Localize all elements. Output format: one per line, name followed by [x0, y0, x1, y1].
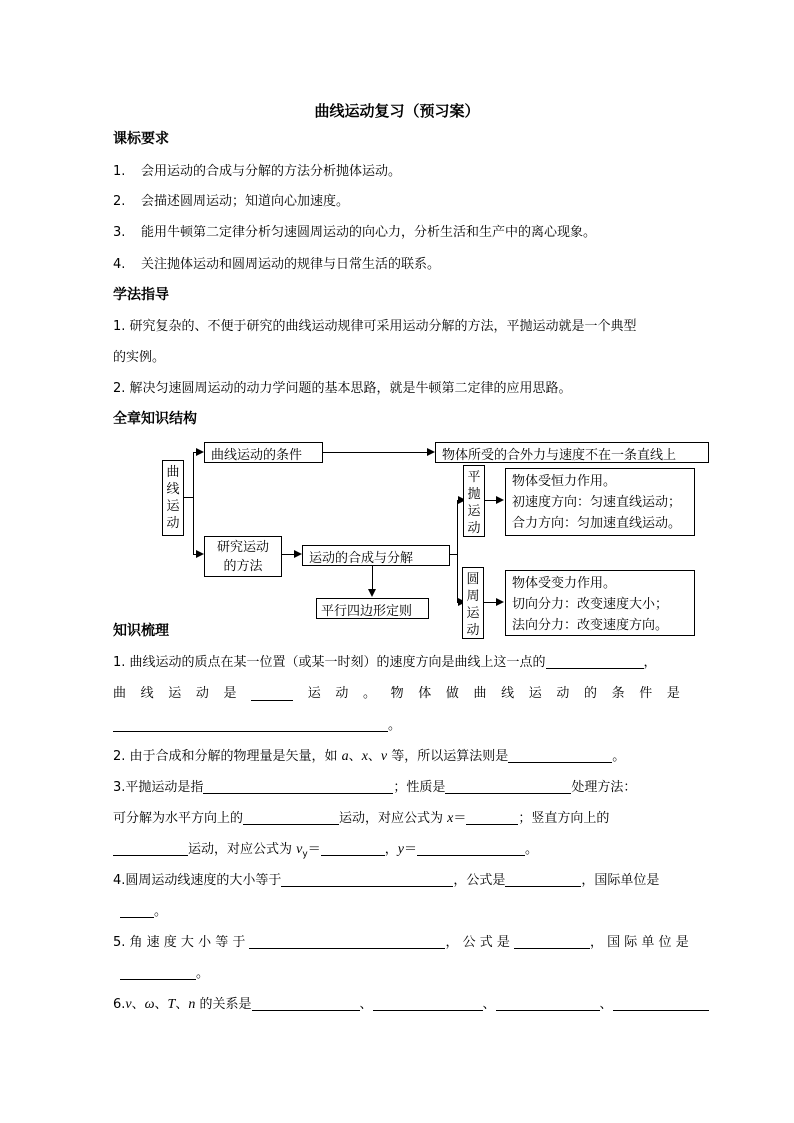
question-5-line1: 5. 角 速 度 大 小 等 于 ， 公 式 是 ， 国 际 单 位 是: [113, 935, 689, 950]
question-3-line2: 可分解为水平方向上的 运动，对应公式为 x＝ ；竖直方向上的: [113, 811, 610, 826]
question-5-line2: 。: [120, 962, 209, 981]
answer-blank[interactable]: [252, 996, 360, 1011]
answer-blank[interactable]: [546, 654, 644, 669]
answer-blank[interactable]: [514, 934, 590, 949]
requirement-item: 4. 关注抛体运动和圆周运动的规律与日常生活的联系。: [113, 257, 441, 272]
diagram-arrow: [196, 550, 204, 558]
review-heading: 知识梳理: [113, 623, 169, 639]
diagram-node-circular-desc: 物体受变力作用。 切向分力：改变速度大小； 法向分力：改变速度方向。: [505, 570, 695, 636]
answer-blank[interactable]: [113, 841, 188, 856]
answer-blank[interactable]: [466, 810, 518, 825]
structure-heading: 全章知识结构: [113, 411, 197, 427]
question-3-line1: 3.平抛运动是指 ；性质是 处理方法：: [113, 780, 637, 795]
answer-blank[interactable]: [613, 996, 709, 1011]
diagram-connector: [484, 602, 496, 603]
requirement-item: 1. 会用运动的合成与分解的方法分析抛体运动。: [113, 164, 402, 179]
requirement-item: 2. 会描述圆周运动；知道向心加速度。: [113, 194, 350, 209]
diagram-arrow: [496, 496, 504, 504]
method-item-1-line1: 1. 研究复杂的、不便于研究的曲线运动规律可采用运动分解的方法，平抛运动就是一个典型: [113, 319, 637, 334]
diagram-node-parallelogram: 平行四边形定则: [316, 598, 429, 619]
diagram-connector: [450, 554, 457, 555]
question-4-line2: 。: [120, 900, 167, 919]
answer-blank[interactable]: [243, 810, 339, 825]
method-item-1-line2: 的实例。: [113, 350, 166, 365]
question-1-line2: 曲 线 运 动 是 运 动 。 物 体 做 曲 线 运 动 的 条 件 是: [113, 686, 680, 701]
answer-blank[interactable]: [281, 872, 453, 887]
question-1-line1: 1. 曲线运动的质点在某一位置（或某一时刻）的速度方向是曲线上这一点的 ，: [113, 655, 657, 670]
method-item-2: 2. 解决匀速圆周运动的动力学问题的基本思路，就是牛顿第二定律的应用思路。: [113, 381, 572, 396]
question-2: 2. 由于合成和分解的物理量是矢量，如 a、x、v 等，所以运算法则是 。: [113, 749, 626, 764]
question-1-line3: 。: [113, 714, 401, 733]
answer-blank[interactable]: [120, 965, 196, 980]
diagram-node-circular: 圆 周 运 动: [462, 567, 484, 639]
diagram-connector: [372, 566, 373, 589]
diagram-node-compose: 运动的合成与分解: [302, 545, 450, 566]
question-6: 6.v、ω、T、n 的关系是 、 、 、: [113, 993, 709, 1013]
diagram-connector: [485, 500, 496, 501]
page-title: 曲线运动复习（预习案）: [314, 102, 480, 120]
question-3-line3: 运动，对应公式为 $v_y=$ ，y＝ 。: [113, 838, 538, 860]
answer-blank[interactable]: [505, 872, 581, 887]
diagram-node-projectile: 平 抛 运 动: [463, 465, 485, 537]
answer-blank[interactable]: [249, 934, 445, 949]
diagram-arrow: [496, 598, 504, 606]
question-4-line1: 4.圆周运动线速度的大小等于 ，公式是 ，国际单位是: [113, 873, 660, 888]
answer-blank[interactable]: [417, 841, 525, 856]
diagram-node-condition-result: 物体所受的合外力与速度不在一条直线上: [435, 442, 709, 463]
diagram-node-research-method: 研究运动 的方法: [204, 536, 282, 577]
answer-blank[interactable]: [120, 903, 154, 918]
diagram-arrow: [368, 589, 376, 597]
requirements-heading: 课标要求: [113, 131, 169, 147]
answer-blank[interactable]: [373, 996, 483, 1011]
answer-blank[interactable]: [251, 686, 293, 701]
requirement-item: 3. 能用牛顿第二定律分析匀速圆周运动的向心力，分析生活和生产中的离心现象。: [113, 225, 597, 240]
diagram-node-condition: 曲线运动的条件: [204, 442, 323, 463]
answer-blank[interactable]: [321, 841, 385, 856]
diagram-connector: [282, 554, 294, 555]
diagram-connector: [323, 452, 427, 453]
method-heading: 学法指导: [113, 287, 169, 303]
diagram-arrow: [427, 448, 435, 456]
answer-blank[interactable]: [445, 779, 571, 794]
diagram-node-projectile-desc: 物体受恒力作用。 初速度方向：匀速直线运动； 合力方向：匀加速直线运动。: [505, 468, 695, 536]
answer-blank[interactable]: [496, 996, 600, 1011]
diagram-connector: [193, 452, 194, 554]
answer-blank[interactable]: [203, 779, 393, 794]
diagram-arrow: [294, 550, 302, 558]
answer-blank[interactable]: [508, 748, 612, 763]
answer-blank[interactable]: [113, 717, 388, 732]
diagram-connector: [457, 500, 458, 602]
diagram-connector: [184, 497, 193, 498]
diagram-node-curvilinear-motion: 曲 线 运 动: [162, 460, 184, 536]
diagram-arrow: [196, 448, 204, 456]
